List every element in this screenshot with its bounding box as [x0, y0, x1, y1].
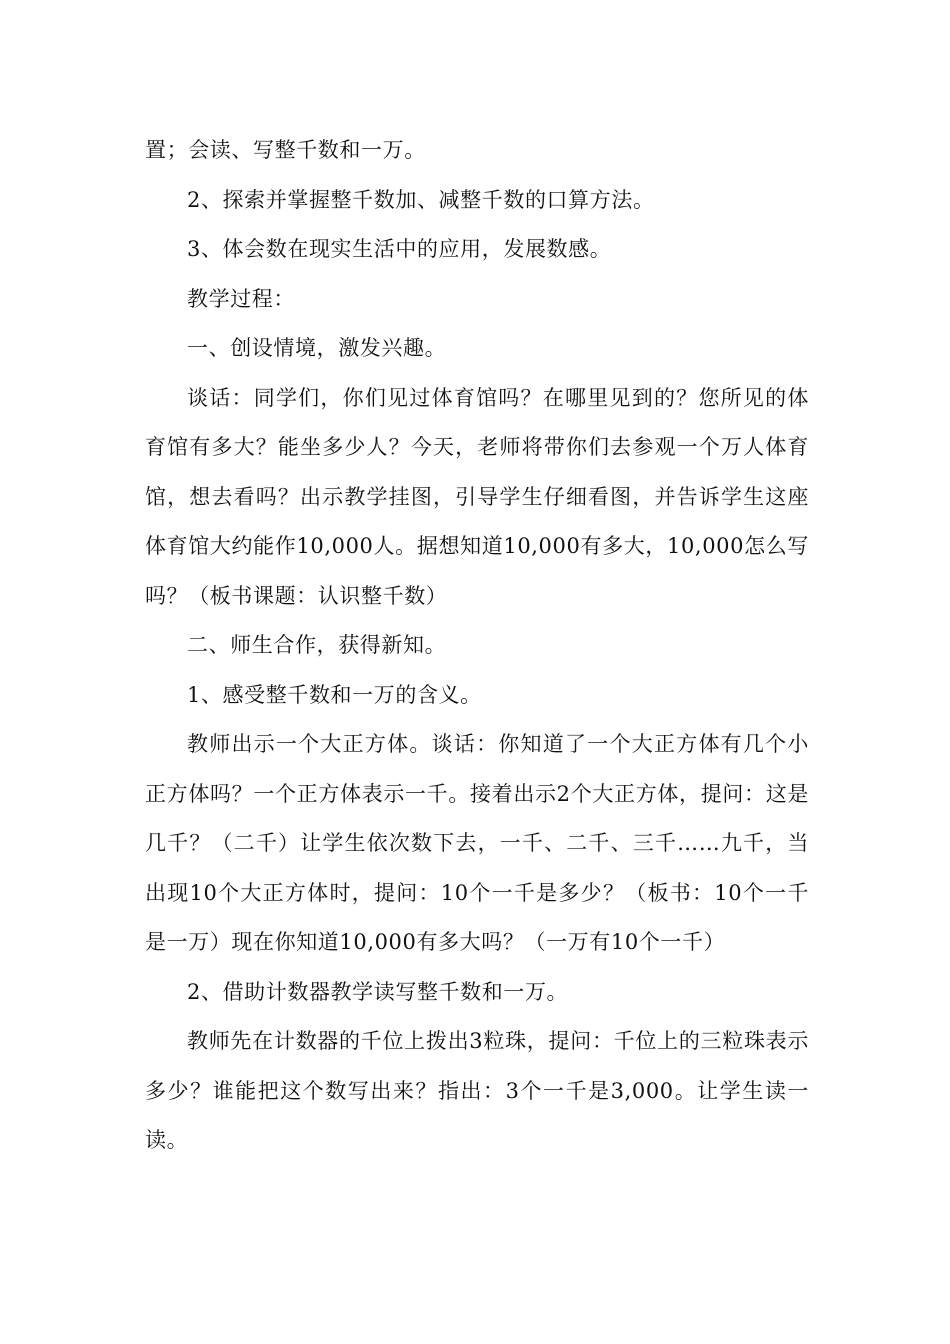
paragraph-introduction: 谈话：同学们，你们见过体育馆吗？在哪里见到的？您所见的体育馆有多大？能坐多少人？今天，老师将带你们去参观一个万人体育馆，想去看吗？出示教学挂图，引导学生仔细看图，并告诉学生这座体育馆大约能作10,000人。据想知道10,000有多大，10,000怎么写吗？（板书课题：认识整千数）: [145, 385, 809, 608]
paragraph-cubes: 教师出示一个大正方体。谈话：你知道了一个大正方体有几个小正方体吗？一个正方体表示一千。接着出示2个大正方体，提问：这是几千？（二千）让学生依次数下去，一千、二千、三千……九千，当出现10个大正方体时，提问：10个一千是多少？（板书：10个一千是一万）现在你知道10,000有多大吗？（一万有10个一千）: [145, 732, 809, 954]
subheading-1: 1、感受整千数和一万的含义。: [187, 682, 482, 707]
document-body: [145, 126, 809, 1166]
section-heading-teaching-process: 教学过程：: [187, 286, 295, 311]
paragraph-counter: 教师先在计数器的千位上拨出3粒珠，提问：千位上的三粒珠表示多少？谁能把这个数写出来？指出：3个一千是3,000。让学生读一读。: [145, 1029, 809, 1152]
subheading-2: 2、借助计数器教学读写整千数和一万。: [187, 979, 569, 1004]
paragraph-objective-2: 2、探索并掌握整千数加、减整千数的口算方法。: [187, 187, 655, 212]
section-heading-1: 一、创设情境，激发兴趣。: [187, 336, 447, 360]
section-heading-2: 二、师生合作，获得新知。: [187, 633, 447, 657]
paragraph-objective-continuation: 置；会读、写整千数和一万。: [145, 138, 426, 162]
paragraph-objective-3: 3、体会数在现实生活中的应用，发展数感。: [187, 237, 612, 261]
